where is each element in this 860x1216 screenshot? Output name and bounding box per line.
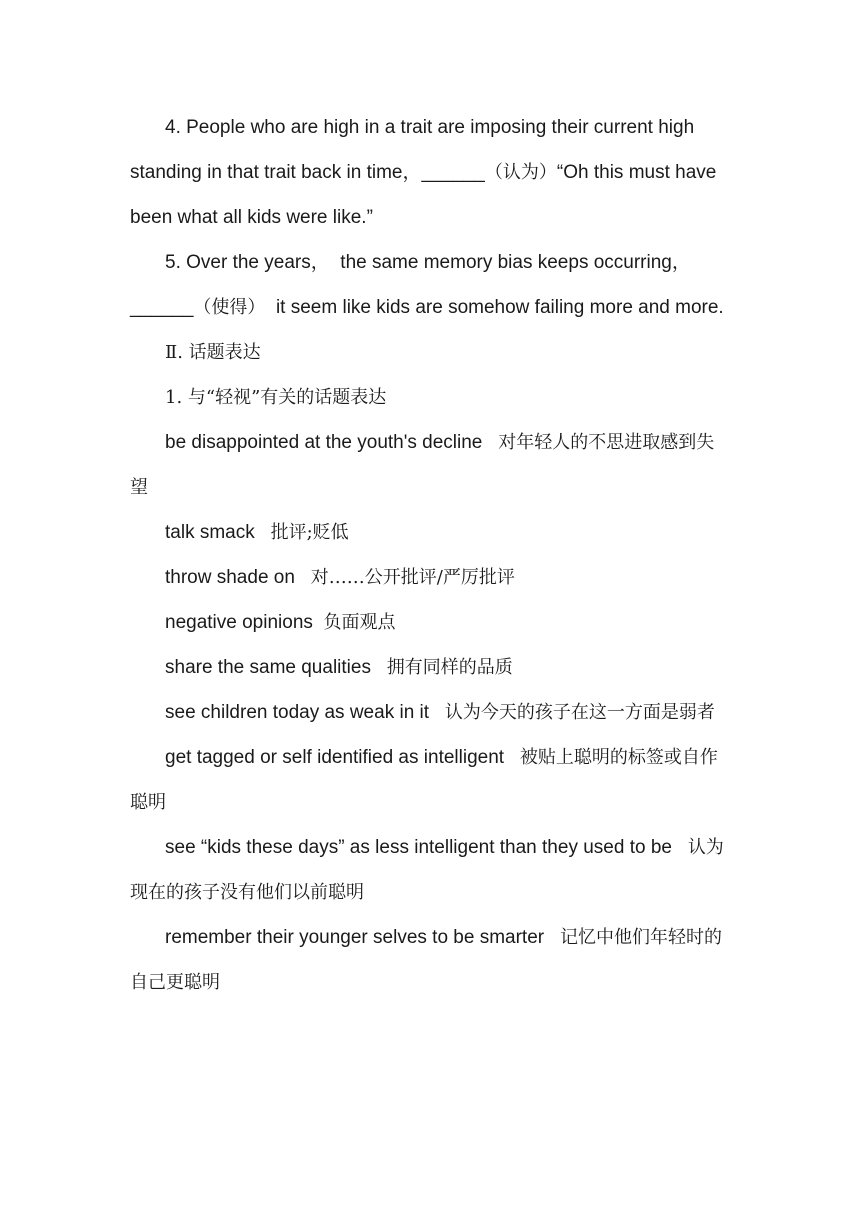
expression-item <box>130 915 732 1005</box>
expression-english: see children today as weak in it <box>165 702 430 723</box>
expression-item <box>130 690 732 735</box>
expression-english: negative opinions <box>165 612 313 633</box>
paragraph-item-5 <box>130 240 732 330</box>
expression-chinese: 对……公开批评/严厉批评 <box>310 567 515 588</box>
expression-english: get tagged or self identified as intelligent <box>165 747 505 768</box>
expression-chinese: 拥有同样的品质 <box>386 657 513 678</box>
expression-item <box>130 645 732 690</box>
paragraph-text: 4. People who are high in a trait are imposing their current high standing in that trait back in time，______ <box>130 117 700 183</box>
expression-item <box>130 510 732 555</box>
expression-chinese: 对年轻人的不思进取感到失望 <box>130 432 715 498</box>
paragraph-chinese-hint: （使得） <box>193 297 266 318</box>
expression-item <box>130 825 732 915</box>
expression-english: share the same qualities <box>165 657 371 678</box>
paragraph-text: 5. Over the years， the same memory bias keeps occurring， ______ <box>130 252 707 318</box>
expression-english: talk smack <box>165 522 255 543</box>
expression-english: remember their younger selves to be smarter <box>165 927 545 948</box>
expression-chinese: 被贴上聪明的标签或自作聪明 <box>130 747 718 813</box>
document-content <box>130 105 732 1005</box>
expression-chinese: 记忆中他们年轻时的自己更聪明 <box>130 927 722 993</box>
expression-chinese: 认为今天的孩子在这一方面是弱者 <box>444 702 715 723</box>
expression-chinese: 认为现在的孩子没有他们以前聪明 <box>130 837 724 903</box>
expression-item <box>130 555 732 600</box>
expression-item <box>130 600 732 645</box>
section-heading: Ⅱ. 话题表达 <box>165 342 261 363</box>
paragraph-item-4 <box>130 105 732 240</box>
paragraph-chinese-hint: （认为） <box>484 162 557 183</box>
expression-english: see “kids these days” as less intelligent than they used to be <box>165 837 672 858</box>
expression-item <box>130 420 732 510</box>
expression-item <box>130 735 732 825</box>
expression-english: be disappointed at the youth's decline <box>165 432 483 453</box>
expression-english: throw shade on <box>165 567 295 588</box>
expression-chinese: 批评;贬低 <box>270 522 349 543</box>
paragraph-text: it seem like kids are somehow failing more and more. <box>265 297 724 318</box>
sub-heading: 1. 与“轻视”有关的话题表达 <box>165 387 387 408</box>
paragraph-text: “Oh this must have been what all kids were like.” <box>130 162 722 228</box>
expression-chinese: 负面观点 <box>323 612 396 633</box>
